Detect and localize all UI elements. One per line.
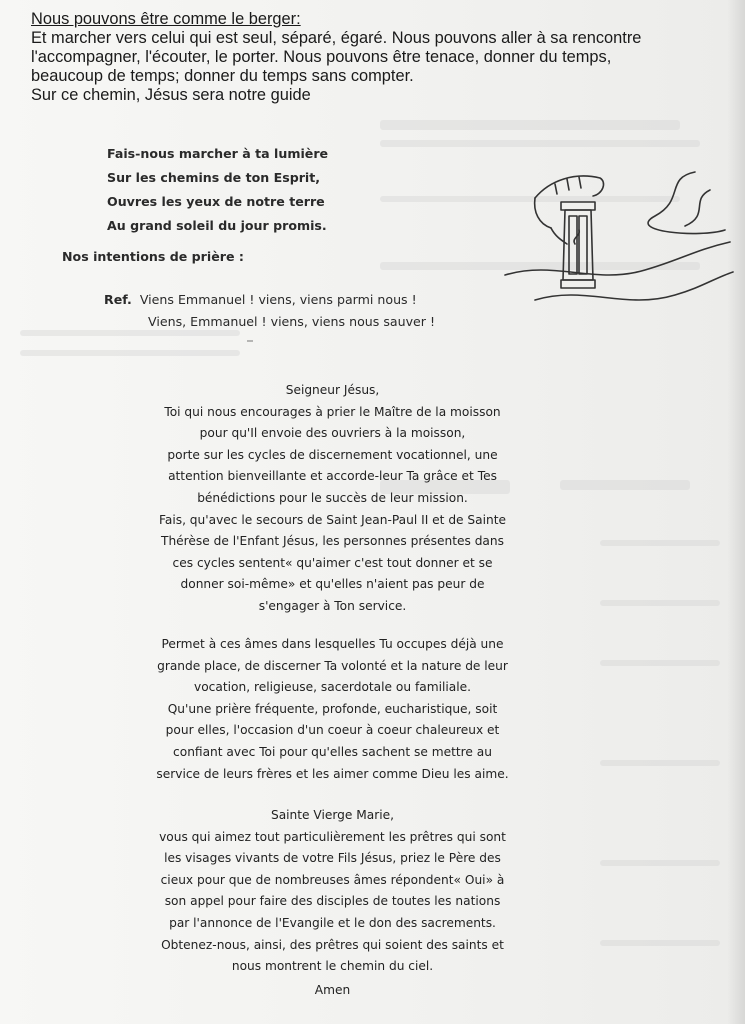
refrain-line: Au grand soleil du jour promis. [107,218,327,233]
prayer-line: porte sur les cycles de discernement vocationnel, une [167,447,498,462]
lantern-hand-icon [495,160,735,320]
prayer-line: attention bienveillante et accorde-leur Ta grâce et Tes [168,469,497,484]
prayer-line: vocation, religieuse, sacerdotale ou familiale. [194,680,471,695]
prayer-line: Qu'une prière fréquente, profonde, eucharistique, soit [167,701,498,716]
prayer-line: par l'annonce de l'Evangile et le don des sacrements. [169,915,496,930]
prayer-line: Toi qui nous encourages à prier le Maître de la moisson [164,404,501,419]
prayer-line: cieux pour que de nombreuses âmes répondent« Oui» à [160,872,505,887]
prayer-line: nous montrent le chemin du ciel. [231,959,434,974]
refrain-line: Sur les chemins de ton Esprit, [107,170,321,185]
prayer-line: Seigneur Jésus, [285,383,380,397]
amen: Amen [314,983,351,997]
prayer-paragraph-2 [80,634,585,785]
response-refrain [104,289,435,333]
refrain-line: Ouvres les yeux de notre terre [107,194,325,209]
prayer-line: Sainte Vierge Marie, [270,808,395,822]
intro-line: Sur ce chemin, Jésus sera notre guide [31,86,311,104]
prayer-line: Fais, qu'avec le secours de Saint Jean-Paul II et de Sainte [158,512,507,527]
prayer-line: Thérèse de l'Enfant Jésus, les personnes présentes dans [161,534,504,549]
prayer-line: bénédictions pour le succès de leur mission. [197,490,468,505]
refrain-verse [107,142,328,238]
intro-paragraph [31,10,721,105]
prayer-line: les visages vivants de votre Fils Jésus, priez le Père des [164,851,501,866]
prayer-line: confiant avec Toi pour qu'elles sachent se mettre au [173,744,492,759]
prayer-line: pour elles, l'occasion d'un coeur à coeur chaleureux et [165,723,500,738]
intro-line: beaucoup de temps; donner du temps sans compter. [31,67,414,85]
prayer-line: ces cycles sentent« qu'aimer c'est tout donner et se [172,555,493,570]
prayer-line: pour qu'Il envoie des ouvriers à la moisson, [199,426,466,441]
prayer-line: vous qui aimez tout particulièrement les prêtres qui sont [159,829,506,844]
ref-label: Ref. [104,292,132,307]
intro-title: Nous pouvons être comme le berger: [31,10,301,28]
prayer-line: service de leurs frères et les aimer comme Dieu les aime. [156,766,509,781]
ref-line-2: Viens, Emmanuel ! viens, viens nous sauver ! [148,314,436,329]
prayer-line: s'engager à Ton service. [258,598,407,613]
ref-line-1: Viens Emmanuel ! viens, viens parmi nous ! [139,292,417,307]
prayer-line: Obtenez-nous, ainsi, des prêtres qui soient des saints et [161,937,504,952]
prayer-paragraph-1 [80,380,585,618]
prayer-line: donner soi-même» et qu'elles n'aient pas peur de [180,577,485,592]
intro-line: Et marcher vers celui qui est seul, séparé, égaré. Nous pouvons aller à sa rencontre [31,29,642,47]
intentions-heading: Nos intentions de prière : [62,249,244,264]
prayer-line: grande place, de discerner Ta volonté et la nature de leur [157,658,508,673]
prayer-paragraph-3 [80,805,585,978]
prayer-line: Permet à ces âmes dans lesquelles Tu occupes déjà une [161,637,504,651]
refrain-line: Fais-nous marcher à ta lumière [107,146,329,161]
intro-line: l'accompagner, l'écouter, le porter. Nous pouvons être tenace, donner du temps, [31,48,612,66]
prayer-line: son appel pour faire des disciples de toutes les nations [164,894,501,909]
pencil-mark [246,338,254,344]
